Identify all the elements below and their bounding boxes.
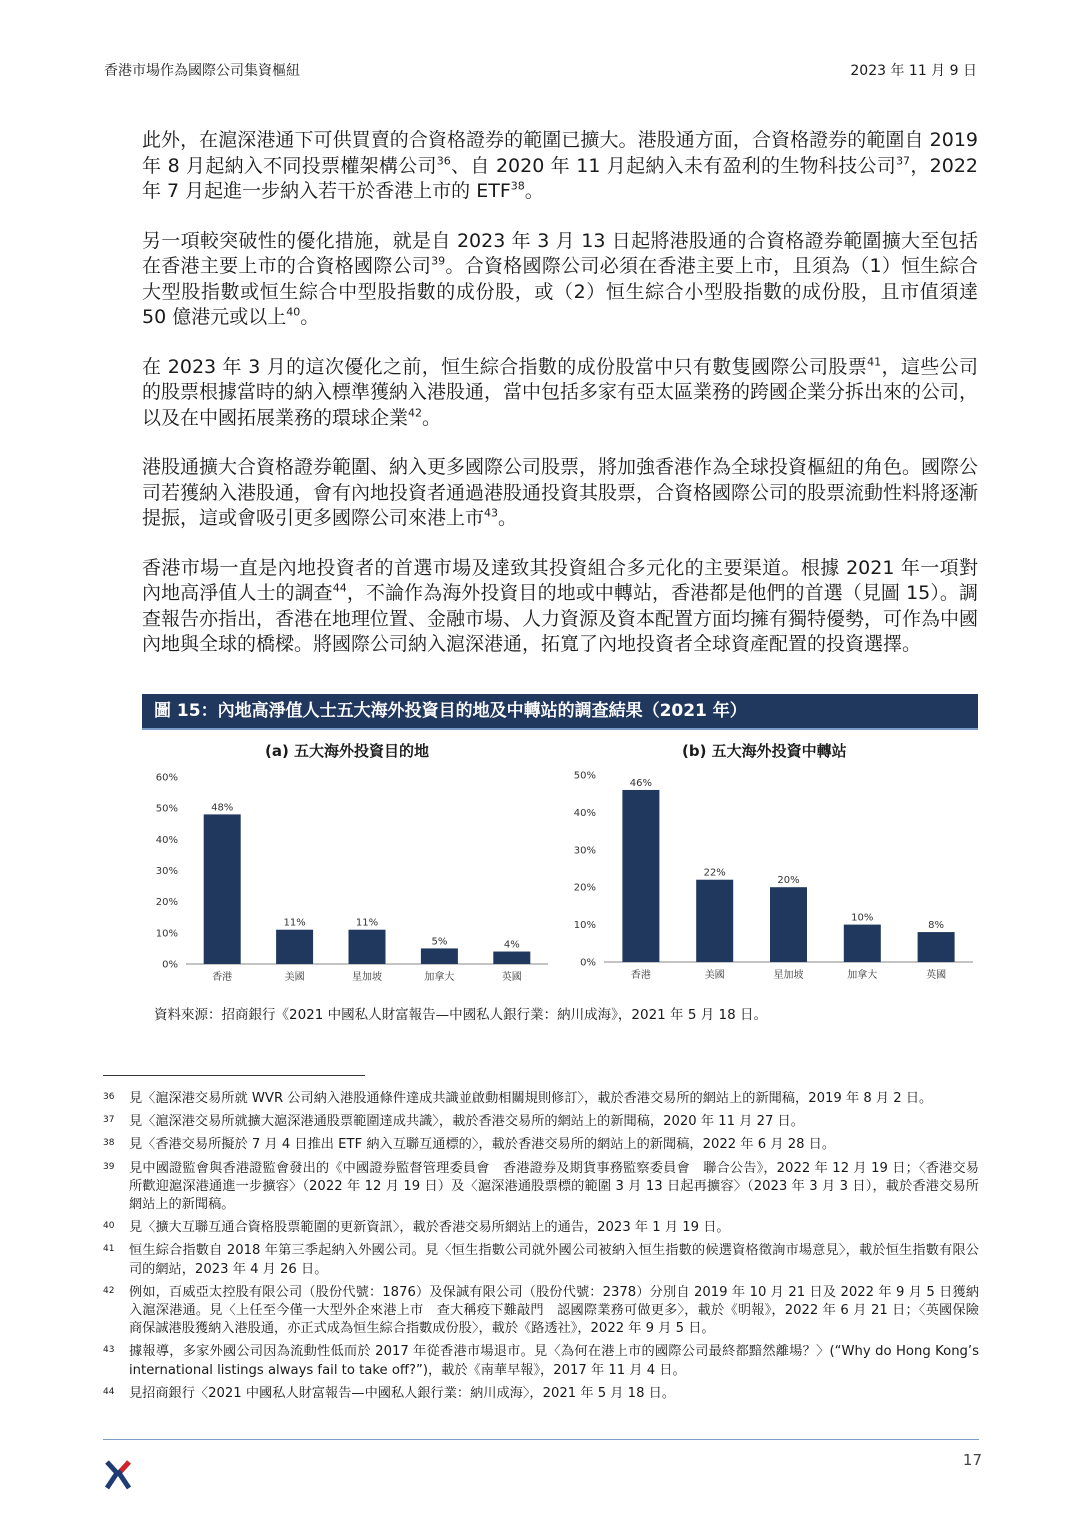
y-tick-label: 0%: [162, 959, 178, 971]
data-label: 5%: [431, 936, 448, 948]
footnote: [103, 1160, 979, 1215]
y-tick-label: 0%: [580, 957, 596, 969]
footnote-separator: [103, 1075, 365, 1076]
paragraph-text: 。: [524, 180, 544, 202]
footnote: [103, 1219, 979, 1237]
category-label: 星加坡: [352, 972, 382, 983]
bar: [421, 948, 458, 964]
y-tick-label: 30%: [573, 845, 596, 857]
data-label: 11%: [355, 917, 379, 929]
category-label: 英國: [926, 970, 947, 981]
body-paragraph: [142, 556, 978, 658]
page-number: 17: [962, 1451, 982, 1469]
paragraph-text: ，不論作為海外投資目的地或中轉站，香港都是他們的首選（見圖 15）。調查報告亦指出，香港在地理位置、金融市場、人力資源及資本配置方面均擁有獨特優勢，可作為中國內地與全球的橋樑。將國際公司納入滬深港通，拓寬了內地投資者全球資產配置的投資選擇。: [142, 582, 979, 655]
data-label: 48%: [211, 802, 234, 814]
paragraph-text: 香港市場一直是內地投資者的首選市場及達致其投資組合多元化的主要渠道。根據 2021 年一項對內地高淨值人士的調查: [142, 556, 978, 604]
footnote-text: 見〈香港交易所擬於 7 月 4 日推出 ETF 納入互聯互通標的〉，載於香港交易所的網站上的新聞稿，2022 年 6 月 28 日。: [129, 1137, 836, 1153]
category-label: 香港: [630, 970, 651, 981]
footnote-ref: 42: [408, 406, 423, 420]
data-label: 20%: [777, 875, 800, 887]
chart-a-destinations: [150, 766, 570, 991]
footnote-number: 40: [103, 1221, 115, 1232]
data-label: 4%: [503, 939, 520, 951]
footnote: [103, 1385, 979, 1403]
footnote: [103, 1343, 979, 1379]
bar: [493, 952, 530, 964]
footnote-text: 見中國證監會與香港證監會發出的《中國證券監督管理委員會 香港證券及期貨事務監察委員會 聯合公告》，2022 年 12 月 19 日；〈香港交易所歡迎滬深港通進一步擴容〉（2022 年 12 月 19 日）及〈滬深港通股票標的範圍 3 月 13 日起再擴容〉（2023 年 3 月 3 日），載於香港交易所網站上的新聞稿。: [129, 1160, 979, 1213]
hkex-logo-icon: [104, 1459, 132, 1491]
data-label: 10%: [851, 912, 874, 924]
y-tick-label: 60%: [155, 772, 178, 784]
bar: [696, 880, 733, 962]
bar: [918, 932, 955, 962]
chart-b-transit-points: [568, 766, 980, 991]
footnote-text: 見招商銀行〈2021 中國私人財富報告—中國私人銀行業：納川成海〉，2021 年 5 月 18 日。: [129, 1385, 676, 1401]
category-label: 加拿大: [847, 970, 878, 981]
y-tick-label: 50%: [573, 770, 596, 782]
y-tick-label: 20%: [573, 882, 596, 894]
footnote-number: 36: [103, 1092, 115, 1102]
y-tick-label: 10%: [573, 920, 596, 932]
footnote-ref: 39: [431, 254, 446, 268]
y-tick-label: 10%: [155, 928, 178, 940]
footnote-ref: 37: [896, 154, 911, 168]
bar: [276, 930, 313, 964]
y-tick-label: 30%: [155, 866, 178, 877]
body-paragraph: [142, 128, 978, 205]
data-label: 8%: [928, 920, 945, 932]
bar: [622, 790, 659, 962]
bar: [204, 814, 241, 964]
running-header-date: 2023 年 11 月 9 日: [850, 63, 977, 79]
chart-b-title: (b) 五大海外投資中轉站: [682, 742, 847, 760]
footnote-ref: 41: [867, 355, 882, 369]
paragraph-text: 在 2023 年 3 月的這次優化之前，恒生綜合指數的成份股當中只有數隻國際公司股票: [142, 355, 868, 378]
footnote-number: 39: [103, 1161, 115, 1172]
footnote: [103, 1090, 979, 1108]
footnote: [103, 1136, 979, 1154]
y-tick-label: 50%: [155, 803, 178, 815]
category-label: 美國: [704, 970, 725, 981]
footnote-text: 據報導，多家外國公司因為流動性低而於 2017 年從香港市場退市。見〈為何在港上市的國際公司最終都黯然離場？〉(“Why do Hong Kong’s international listings always fail to take off?”)，載於《南華早報》，2017 年 11 月 4 日。: [129, 1344, 979, 1378]
paragraph-text: 港股通擴大合資格證券範圍、納入更多國際公司股票，將加強香港作為全球投資樞紐的角色。國際公司若獲納入港股通，會有內地投資者通過港股通投資其股票，合資格國際公司的股票流動性料將逐漸提振，這或會吸引更多國際公司來港上市: [142, 456, 979, 529]
data-label: 46%: [629, 777, 653, 789]
footnote: [103, 1284, 979, 1339]
footnote-text: 見〈滬深港交易所就擴大滬深港通股票範圍達成共識〉，載於香港交易所的網站上的新聞稿，2020 年 11 月 27 日。: [129, 1114, 804, 1130]
category-label: 英國: [501, 972, 522, 983]
category-label: 美國: [284, 972, 305, 983]
footnote-number: 42: [103, 1285, 115, 1296]
footnote-ref: 43: [484, 506, 499, 520]
footnote-number: 37: [103, 1115, 115, 1126]
footnote-ref: 44: [332, 581, 347, 595]
body-paragraph: [142, 229, 978, 331]
paragraph-text: 。: [498, 507, 518, 529]
footnote-number: 43: [103, 1345, 115, 1356]
footnote-text: 例如，百威亞太控股有限公司（股份代號：1876）及保誠有限公司（股份代號：2378）分別自 2019 年 10 月 21 日及 2022 年 9 月 5 日獲納入滬深港通。見〈上任至今僅一大型外企來港上市 查大稱疫下難敲門 認國際業務可做更多〉，載於《明報》，2022 年 6 月 21 日；〈英國保險商保誠港股獲納入港股通，亦正式成為恒生綜合指數成份股〉，載於《路透社》，2022 年 9 月 5 日。: [129, 1284, 979, 1337]
footnote-number: 38: [103, 1138, 115, 1149]
figure-source: 資料來源：招商銀行《2021 中國私人財富報告—中國私人銀行業：納川成海》，2021 年 5 月 18 日。: [154, 1007, 767, 1023]
footnote-ref: 38: [510, 179, 525, 193]
paragraph-text: 、自 2020 年 11 月起納入未有盈利的生物科技公司: [450, 154, 897, 177]
footnotes: [103, 1090, 979, 1408]
y-tick-label: 40%: [573, 807, 596, 819]
body-text: [142, 128, 978, 682]
y-tick-label: 20%: [155, 897, 178, 909]
category-label: 星加坡: [773, 970, 804, 981]
figure-title: 圖 15：內地高淨值人士五大海外投資目的地及中轉站的調查結果（2021 年）: [142, 694, 978, 728]
paragraph-text: 此外，在滬深港通下可供買賣的合資格證券的範圍已擴大。港股通方面，合資格證券的範圍自 2019 年 8 月起納入不同投票權架構公司: [142, 129, 978, 177]
y-tick-label: 40%: [155, 834, 178, 846]
running-header-title: 香港市場作為國際公司集資樞紐: [104, 63, 300, 79]
bar: [770, 887, 807, 962]
footnote: [103, 1113, 979, 1131]
paragraph-text: 另一項較突破性的優化措施，就是自 2023 年 3 月 13 日起將港股通的合資格證券範圍擴大至包括在香港主要上市的合資格國際公司: [142, 229, 978, 277]
paragraph-text: 。: [422, 406, 442, 429]
paragraph-text: 。合資格國際公司必須在香港主要上市，且須為（1）恒生綜合大型股指數或恒生綜合中型股指數的成份股，或（2）恒生綜合小型股指數的成份股，且市值須達 50 億港元或以上: [142, 255, 978, 328]
paragraph-text: ，這些公司的股票根據當時的納入標準獲納入港股通，當中包括多家有亞太區業務的跨國企業分拆出來的公司，以及在中國拓展業務的環球企業: [142, 355, 979, 429]
data-label: 11%: [283, 917, 306, 929]
footnote-text: 見〈滬深港交易所就 WVR 公司納入港股通條件達成共識並啟動相關規則修訂〉，載於香港交易所的網站上的新聞稿，2019 年 8 月 2 日。: [129, 1091, 933, 1106]
footnote-ref: 40: [286, 305, 301, 319]
footnote-text: 見〈擴大互聯互通合資格股票範圍的更新資訊〉，載於香港交易所網站上的通告，2023 年 1 月 19 日。: [129, 1220, 730, 1236]
paragraph-text: ，2022 年 7 月起進一步納入若干於香港上市的 ETF: [142, 154, 978, 202]
footer-rule: [103, 1439, 979, 1440]
body-paragraph: [142, 355, 978, 432]
footnote-number: 44: [103, 1386, 115, 1397]
category-label: 加拿大: [424, 972, 455, 983]
data-label: 22%: [703, 867, 726, 879]
bar: [349, 930, 386, 964]
footnote: [103, 1242, 979, 1278]
footnote-number: 41: [103, 1244, 115, 1255]
chart-a-title: (a) 五大海外投資目的地: [265, 742, 430, 760]
category-label: 香港: [212, 972, 233, 983]
footnote-text: 恒生綜合指數自 2018 年第三季起納入外國公司。見〈恒生指數公司就外國公司被納入恒生指數的候選資格徵詢市場意見〉，載於恒生指數有限公司的網站，2023 年 4 月 26 日。: [129, 1243, 979, 1277]
bar: [844, 925, 881, 962]
footnote-ref: 36: [436, 154, 451, 168]
body-paragraph: [142, 455, 978, 532]
paragraph-text: 。: [300, 306, 320, 328]
